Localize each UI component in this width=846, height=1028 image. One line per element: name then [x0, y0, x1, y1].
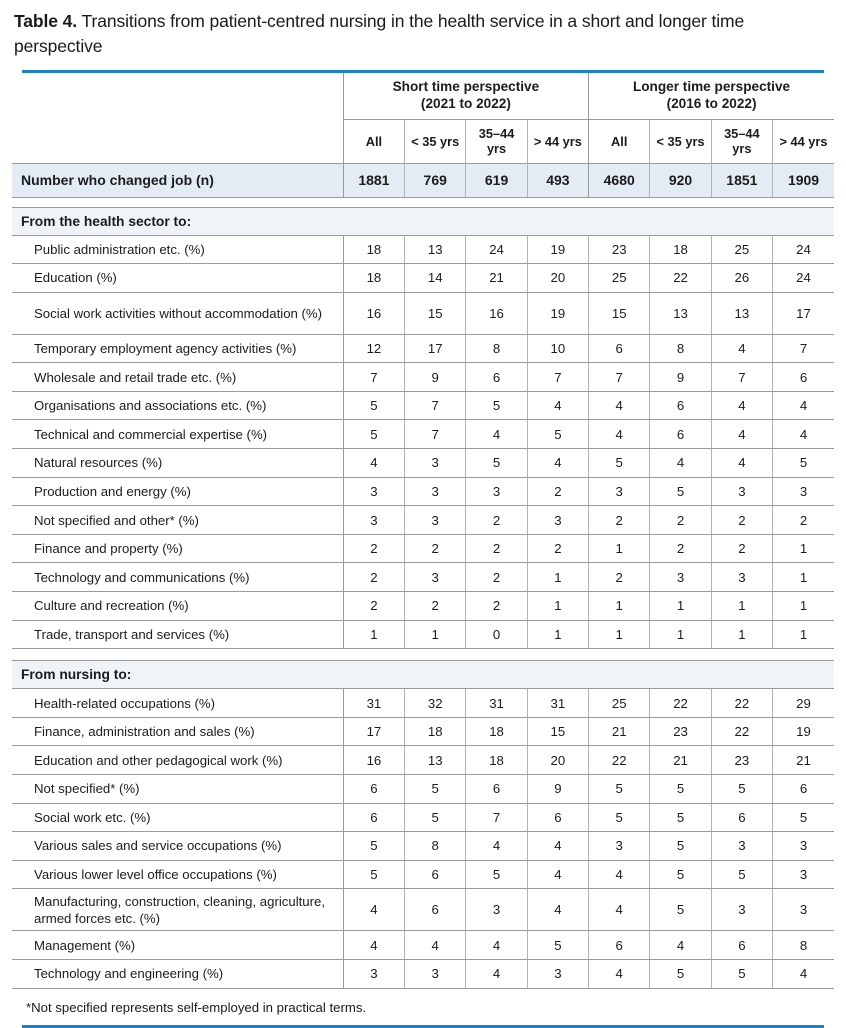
data-cell: 31 [466, 689, 527, 718]
data-cell: 4 [527, 889, 588, 931]
row-label: Production and energy (%) [12, 477, 343, 506]
column-group-title: Longer time perspective [632, 79, 791, 95]
data-cell: 1 [527, 592, 588, 621]
data-cell: 6 [466, 775, 527, 804]
table-caption-text: Transitions from patient-centred nursing in the health service in a short and longer time perspective [14, 11, 745, 56]
row-label: Education and other pedagogical work (%) [12, 746, 343, 775]
data-cell: 4 [711, 391, 772, 420]
data-cell: 4680 [589, 163, 650, 197]
data-cell: 25 [589, 689, 650, 718]
data-cell: 20 [527, 746, 588, 775]
data-cell: 4 [589, 860, 650, 889]
data-cell: 1 [711, 592, 772, 621]
data-cell: 5 [405, 775, 466, 804]
data-cell: 6 [405, 860, 466, 889]
table-row [12, 746, 834, 775]
data-cell: 21 [466, 264, 527, 293]
data-cell: 4 [527, 449, 588, 478]
table-row [12, 959, 834, 988]
data-cell: 1 [650, 620, 711, 649]
data-cell: 17 [773, 292, 834, 334]
data-cell: 3 [527, 506, 588, 535]
table-row [12, 264, 834, 293]
data-cell: 3 [527, 959, 588, 988]
data-cell: 6 [527, 803, 588, 832]
data-cell: 3 [589, 477, 650, 506]
data-cell: 31 [343, 689, 404, 718]
data-cell: 6 [589, 334, 650, 363]
data-cell: 17 [343, 717, 404, 746]
data-cell: 3 [773, 860, 834, 889]
table-row [12, 860, 834, 889]
data-cell: 3 [711, 563, 772, 592]
data-cell: 9 [527, 775, 588, 804]
data-cell: 15 [527, 717, 588, 746]
section-header-row [12, 661, 834, 689]
data-cell: 7 [405, 420, 466, 449]
data-cell: 2 [711, 534, 772, 563]
data-cell: 5 [466, 449, 527, 478]
row-label: Management (%) [12, 931, 343, 960]
data-cell: 21 [773, 746, 834, 775]
data-cell: 4 [711, 334, 772, 363]
data-cell: 3 [773, 477, 834, 506]
data-cell: 4 [773, 391, 834, 420]
data-cell: 5 [650, 959, 711, 988]
column-header: > 44 yrs [527, 119, 588, 163]
data-cell: 1 [773, 534, 834, 563]
header-corner-cell-2 [12, 119, 343, 163]
data-cell: 6 [650, 391, 711, 420]
data-cell: 3 [405, 506, 466, 535]
data-cell: 16 [343, 292, 404, 334]
table-header-column-row [12, 119, 834, 163]
column-group-header [589, 73, 834, 119]
data-cell: 1 [589, 592, 650, 621]
data-cell: 23 [589, 235, 650, 264]
data-cell: 7 [711, 363, 772, 392]
data-cell: 6 [711, 803, 772, 832]
data-cell: 6 [650, 420, 711, 449]
data-cell: 22 [589, 746, 650, 775]
table-body [12, 73, 834, 988]
data-cell: 6 [773, 363, 834, 392]
data-cell: 5 [343, 391, 404, 420]
data-cell: 5 [650, 860, 711, 889]
data-cell: 7 [343, 363, 404, 392]
data-cell: 3 [711, 477, 772, 506]
row-label: Organisations and associations etc. (%) [12, 391, 343, 420]
data-cell: 4 [589, 889, 650, 931]
row-label: Trade, transport and services (%) [12, 620, 343, 649]
data-cell: 2 [466, 534, 527, 563]
data-cell: 3 [405, 449, 466, 478]
data-cell: 4 [405, 931, 466, 960]
data-cell: 3 [405, 959, 466, 988]
data-cell: 31 [527, 689, 588, 718]
data-cell: 769 [405, 163, 466, 197]
data-cell: 4 [650, 931, 711, 960]
table-row [12, 832, 834, 861]
data-cell: 22 [650, 689, 711, 718]
row-spacer [12, 197, 834, 207]
data-cell: 493 [527, 163, 588, 197]
data-cell: 24 [466, 235, 527, 264]
table-row [12, 931, 834, 960]
data-cell: 19 [773, 717, 834, 746]
data-cell: 6 [589, 931, 650, 960]
table-footnote: *Not specified represents self-employed in practical terms. [26, 999, 367, 1015]
data-cell: 18 [343, 264, 404, 293]
data-cell: 1881 [343, 163, 404, 197]
table-row [12, 803, 834, 832]
data-cell: 4 [589, 959, 650, 988]
table-caption-label: Table 4. [14, 11, 78, 31]
data-cell: 5 [711, 959, 772, 988]
data-cell: 3 [589, 832, 650, 861]
data-cell: 619 [466, 163, 527, 197]
data-cell: 3 [466, 889, 527, 931]
data-cell: 18 [343, 235, 404, 264]
table-caption [12, 0, 786, 59]
data-cell: 13 [650, 292, 711, 334]
data-cell: 4 [589, 420, 650, 449]
data-cell: 7 [773, 334, 834, 363]
data-cell: 1909 [773, 163, 834, 197]
data-cell: 22 [711, 689, 772, 718]
data-cell: 8 [650, 334, 711, 363]
data-cell: 23 [711, 746, 772, 775]
row-label: Manufacturing, construction, cleaning, agriculture, armed forces etc. (%) [12, 889, 343, 931]
data-cell: 4 [773, 420, 834, 449]
data-cell: 5 [527, 931, 588, 960]
row-label: Social work activities without accommodation (%) [12, 292, 343, 334]
data-cell: 13 [405, 235, 466, 264]
data-cell: 4 [343, 931, 404, 960]
data-cell: 7 [405, 391, 466, 420]
bottom-accent-rule [22, 1025, 824, 1028]
data-cell: 3 [711, 889, 772, 931]
row-label: Culture and recreation (%) [12, 592, 343, 621]
data-cell: 4 [343, 889, 404, 931]
data-cell: 18 [405, 717, 466, 746]
table-row [12, 506, 834, 535]
data-cell: 15 [405, 292, 466, 334]
data-cell: 3 [343, 477, 404, 506]
data-cell: 19 [527, 292, 588, 334]
section-title: From nursing to: [12, 661, 834, 689]
data-cell: 29 [773, 689, 834, 718]
data-cell: 5 [589, 803, 650, 832]
data-cell: 32 [405, 689, 466, 718]
data-cell: 5 [589, 449, 650, 478]
data-cell: 1 [773, 592, 834, 621]
section-title: From the health sector to: [12, 207, 834, 235]
data-cell: 19 [527, 235, 588, 264]
table-row [12, 334, 834, 363]
data-cell: 4 [466, 959, 527, 988]
data-cell: 5 [405, 803, 466, 832]
data-cell: 5 [773, 449, 834, 478]
data-cell: 7 [466, 803, 527, 832]
table-row [12, 889, 834, 931]
data-cell: 4 [527, 391, 588, 420]
data-cell: 22 [711, 717, 772, 746]
section-header-row [12, 207, 834, 235]
number-changed-job-row [12, 163, 834, 197]
data-cell: 7 [527, 363, 588, 392]
data-cell: 7 [589, 363, 650, 392]
table-row [12, 775, 834, 804]
row-label: Finance, administration and sales (%) [12, 717, 343, 746]
table-row [12, 391, 834, 420]
data-cell: 22 [650, 264, 711, 293]
data-cell: 2 [343, 534, 404, 563]
data-cell: 15 [589, 292, 650, 334]
data-cell: 0 [466, 620, 527, 649]
data-cell: 5 [343, 832, 404, 861]
data-cell: 3 [466, 477, 527, 506]
table-row [12, 592, 834, 621]
data-cell: 4 [466, 420, 527, 449]
data-cell: 5 [650, 803, 711, 832]
data-cell: 2 [466, 592, 527, 621]
table-row [12, 449, 834, 478]
row-label: Technology and communications (%) [12, 563, 343, 592]
transitions-table [12, 73, 834, 989]
data-cell: 1 [711, 620, 772, 649]
data-cell: 1 [405, 620, 466, 649]
data-cell: 18 [466, 717, 527, 746]
data-cell: 18 [650, 235, 711, 264]
data-cell: 5 [650, 889, 711, 931]
data-cell: 9 [650, 363, 711, 392]
data-cell: 1 [527, 620, 588, 649]
row-label: Various sales and service occupations (%) [12, 832, 343, 861]
data-cell: 21 [650, 746, 711, 775]
data-cell: 9 [405, 363, 466, 392]
data-cell: 18 [466, 746, 527, 775]
data-cell: 5 [527, 420, 588, 449]
data-cell: 3 [773, 889, 834, 931]
column-header: 35–44 yrs [711, 119, 772, 163]
column-header: 35–44 yrs [466, 119, 527, 163]
data-cell: 8 [466, 334, 527, 363]
row-label: Temporary employment agency activities (%) [12, 334, 343, 363]
table-row [12, 689, 834, 718]
data-cell: 4 [650, 449, 711, 478]
data-cell: 6 [773, 775, 834, 804]
data-cell: 2 [466, 506, 527, 535]
column-header: > 44 yrs [773, 119, 834, 163]
row-spacer-cell [12, 649, 834, 661]
data-cell: 2 [589, 506, 650, 535]
data-cell: 25 [711, 235, 772, 264]
table-row [12, 477, 834, 506]
data-cell: 5 [466, 860, 527, 889]
data-cell: 5 [589, 775, 650, 804]
data-cell: 20 [527, 264, 588, 293]
data-cell: 5 [343, 860, 404, 889]
data-cell: 6 [711, 931, 772, 960]
column-header: All [589, 119, 650, 163]
data-cell: 4 [466, 832, 527, 861]
row-label: Not specified* (%) [12, 775, 343, 804]
data-cell: 4 [527, 860, 588, 889]
row-label: Technology and engineering (%) [12, 959, 343, 988]
data-cell: 3 [773, 832, 834, 861]
data-cell: 1 [527, 563, 588, 592]
table-row [12, 292, 834, 334]
table-header-group-row [12, 73, 834, 119]
data-cell: 6 [405, 889, 466, 931]
data-cell: 1 [589, 534, 650, 563]
data-cell: 24 [773, 264, 834, 293]
data-cell: 1 [650, 592, 711, 621]
data-cell: 5 [343, 420, 404, 449]
data-cell: 1 [773, 563, 834, 592]
data-cell: 920 [650, 163, 711, 197]
column-header: All [365, 133, 383, 149]
data-cell: 5 [773, 803, 834, 832]
data-cell: 4 [773, 959, 834, 988]
data-cell: 6 [466, 363, 527, 392]
data-cell: 16 [466, 292, 527, 334]
data-cell: 13 [405, 746, 466, 775]
column-header: < 35 yrs [405, 119, 466, 163]
data-cell: 4 [589, 391, 650, 420]
data-cell: 1851 [711, 163, 772, 197]
row-label: Education (%) [12, 264, 343, 293]
table-row [12, 235, 834, 264]
data-cell: 5 [466, 391, 527, 420]
table-row [12, 620, 834, 649]
data-cell: 1 [773, 620, 834, 649]
data-cell: 3 [343, 959, 404, 988]
data-cell: 5 [650, 775, 711, 804]
data-cell: 3 [405, 563, 466, 592]
data-cell: 23 [650, 717, 711, 746]
table-row [12, 717, 834, 746]
row-label: Various lower level office occupations (%) [12, 860, 343, 889]
row-label: Natural resources (%) [12, 449, 343, 478]
data-cell: 2 [527, 534, 588, 563]
data-cell: 26 [711, 264, 772, 293]
data-cell: 2 [773, 506, 834, 535]
header-corner-cell [12, 73, 343, 119]
data-cell: 4 [527, 832, 588, 861]
row-label: Technical and commercial expertise (%) [12, 420, 343, 449]
data-cell: 10 [527, 334, 588, 363]
data-cell: 3 [405, 477, 466, 506]
table-row [12, 420, 834, 449]
data-cell: 1 [589, 620, 650, 649]
data-cell: 5 [650, 832, 711, 861]
data-cell: 8 [405, 832, 466, 861]
data-cell: 24 [773, 235, 834, 264]
column-group-subtitle: (2021 to 2022) [420, 95, 511, 111]
data-cell: 6 [343, 775, 404, 804]
data-cell: 5 [711, 775, 772, 804]
row-label: Number who changed job (n) [12, 163, 343, 197]
data-cell: 13 [711, 292, 772, 334]
data-cell: 17 [405, 334, 466, 363]
table-row [12, 363, 834, 392]
table-row [12, 534, 834, 563]
data-cell: 14 [405, 264, 466, 293]
data-cell: 4 [466, 931, 527, 960]
data-cell: 5 [650, 477, 711, 506]
data-cell: 21 [589, 717, 650, 746]
row-label: Not specified and other* (%) [12, 506, 343, 535]
data-cell: 5 [711, 860, 772, 889]
row-spacer-cell [12, 197, 834, 207]
row-spacer [12, 649, 834, 661]
data-cell: 2 [589, 563, 650, 592]
data-cell: 4 [711, 449, 772, 478]
data-cell: 2 [650, 534, 711, 563]
data-cell: 16 [343, 746, 404, 775]
data-cell: 2 [650, 506, 711, 535]
column-group-header [343, 73, 588, 119]
column-group-title: Short time perspective [392, 79, 540, 95]
data-cell: 25 [589, 264, 650, 293]
data-cell: 2 [343, 592, 404, 621]
row-label: Wholesale and retail trade etc. (%) [12, 363, 343, 392]
table-row [12, 563, 834, 592]
data-cell: 4 [711, 420, 772, 449]
row-label: Social work etc. (%) [12, 803, 343, 832]
data-cell: 3 [650, 563, 711, 592]
data-cell: 2 [527, 477, 588, 506]
data-cell: 2 [405, 592, 466, 621]
data-cell: 1 [343, 620, 404, 649]
row-label: Health-related occupations (%) [12, 689, 343, 718]
data-cell: 2 [711, 506, 772, 535]
data-cell: 4 [343, 449, 404, 478]
data-cell: 6 [343, 803, 404, 832]
data-cell: 3 [711, 832, 772, 861]
column-header: < 35 yrs [650, 119, 711, 163]
data-cell: 3 [343, 506, 404, 535]
row-label: Public administration etc. (%) [12, 235, 343, 264]
data-cell: 8 [773, 931, 834, 960]
data-cell: 2 [343, 563, 404, 592]
row-label: Finance and property (%) [12, 534, 343, 563]
data-cell: 2 [405, 534, 466, 563]
column-group-subtitle: (2016 to 2022) [666, 95, 757, 111]
data-cell: 12 [343, 334, 404, 363]
data-cell: 2 [466, 563, 527, 592]
